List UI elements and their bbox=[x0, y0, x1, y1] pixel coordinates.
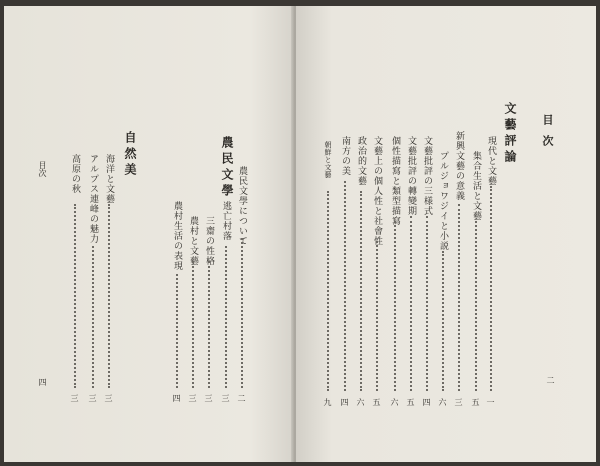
toc-entry: 個性描寫と類型描寫 bbox=[390, 136, 400, 226]
page-number: 四 bbox=[340, 398, 349, 406]
page-number: 三 bbox=[454, 398, 463, 406]
page-number: 四 bbox=[172, 394, 181, 402]
section-title-literary-criticism: 文藝評論 bbox=[503, 102, 517, 166]
leader-dots bbox=[344, 181, 346, 391]
toc-entry: 新興文藝の意義 bbox=[454, 131, 464, 201]
leader-dots bbox=[92, 246, 94, 388]
page-number: 三 bbox=[104, 394, 113, 402]
leader-dots bbox=[426, 216, 428, 391]
toc-entry: 文藝批評の轉變期 bbox=[406, 136, 416, 216]
toc-entry: 文藝批評の三様式 bbox=[422, 136, 432, 216]
leader-dots bbox=[225, 246, 227, 388]
toc-entry: 逃亡村落 bbox=[221, 201, 231, 241]
page-number: 一 bbox=[486, 398, 495, 406]
page-number: 三 bbox=[70, 394, 79, 402]
toc-entry: 海洋と文藝 bbox=[104, 154, 114, 204]
leader-dots bbox=[208, 261, 210, 388]
toc-entry: 現代と文藝 bbox=[486, 136, 496, 186]
leader-dots bbox=[442, 251, 444, 391]
section-title-natural-beauty: 自然美 bbox=[123, 131, 137, 179]
toc-entry: 高原の秋 bbox=[70, 154, 80, 194]
leader-dots bbox=[241, 238, 243, 388]
page-number: 二 bbox=[237, 394, 246, 402]
page-number: 三 bbox=[221, 394, 230, 402]
leader-dots bbox=[192, 261, 194, 388]
leader-dots bbox=[394, 221, 396, 391]
toc-entry: 朝鮮と文藝 bbox=[324, 141, 332, 179]
page-number: 三 bbox=[204, 394, 213, 402]
page-number: 五 bbox=[372, 398, 381, 406]
leader-dots bbox=[410, 216, 412, 391]
page-number: 三 bbox=[88, 394, 97, 402]
leader-dots bbox=[376, 241, 378, 391]
page-number: 四 bbox=[422, 398, 431, 406]
toc-entry: 南方の美 bbox=[340, 136, 350, 176]
page-number: 六 bbox=[390, 398, 399, 406]
toc-entry: 三齋の性格 bbox=[204, 216, 214, 266]
toc-entry: 農村と文藝 bbox=[188, 216, 198, 266]
toc-entry: アルプス連峰の魅力 bbox=[88, 154, 98, 244]
leader-dots bbox=[74, 204, 76, 388]
toc-entry: 文藝上の個人性と社會性 bbox=[372, 136, 382, 246]
page-number: 六 bbox=[356, 398, 365, 406]
left-page bbox=[4, 6, 294, 462]
toc-entry: プルジョワジイと小説 bbox=[438, 151, 448, 251]
page-number: 五 bbox=[471, 398, 480, 406]
page-number: 五 bbox=[406, 398, 415, 406]
toc-entry: 集合生活と文藝 bbox=[471, 151, 481, 221]
leader-dots bbox=[360, 191, 362, 391]
toc-entry: 農村生活の表現 bbox=[172, 201, 182, 271]
folio: 二 bbox=[546, 376, 555, 384]
page-number: 六 bbox=[438, 398, 447, 406]
right-page bbox=[296, 6, 596, 462]
section-title-farmers-literature: 農民文學 bbox=[220, 136, 234, 200]
toc-heading: 目 次 bbox=[541, 114, 554, 149]
leader-dots bbox=[108, 204, 110, 388]
folio: 四 bbox=[38, 378, 47, 386]
leader-dots bbox=[490, 186, 492, 391]
leader-dots bbox=[176, 274, 178, 388]
page-number: 九 bbox=[323, 398, 332, 406]
leader-dots bbox=[327, 191, 329, 391]
toc-entry: 政治的文藝 bbox=[356, 136, 366, 186]
leader-dots bbox=[475, 221, 477, 391]
toc-entry: 農民文學について bbox=[237, 166, 247, 246]
leader-dots bbox=[458, 204, 460, 391]
running-head: 目次 bbox=[38, 161, 47, 177]
page-number: 三 bbox=[188, 394, 197, 402]
